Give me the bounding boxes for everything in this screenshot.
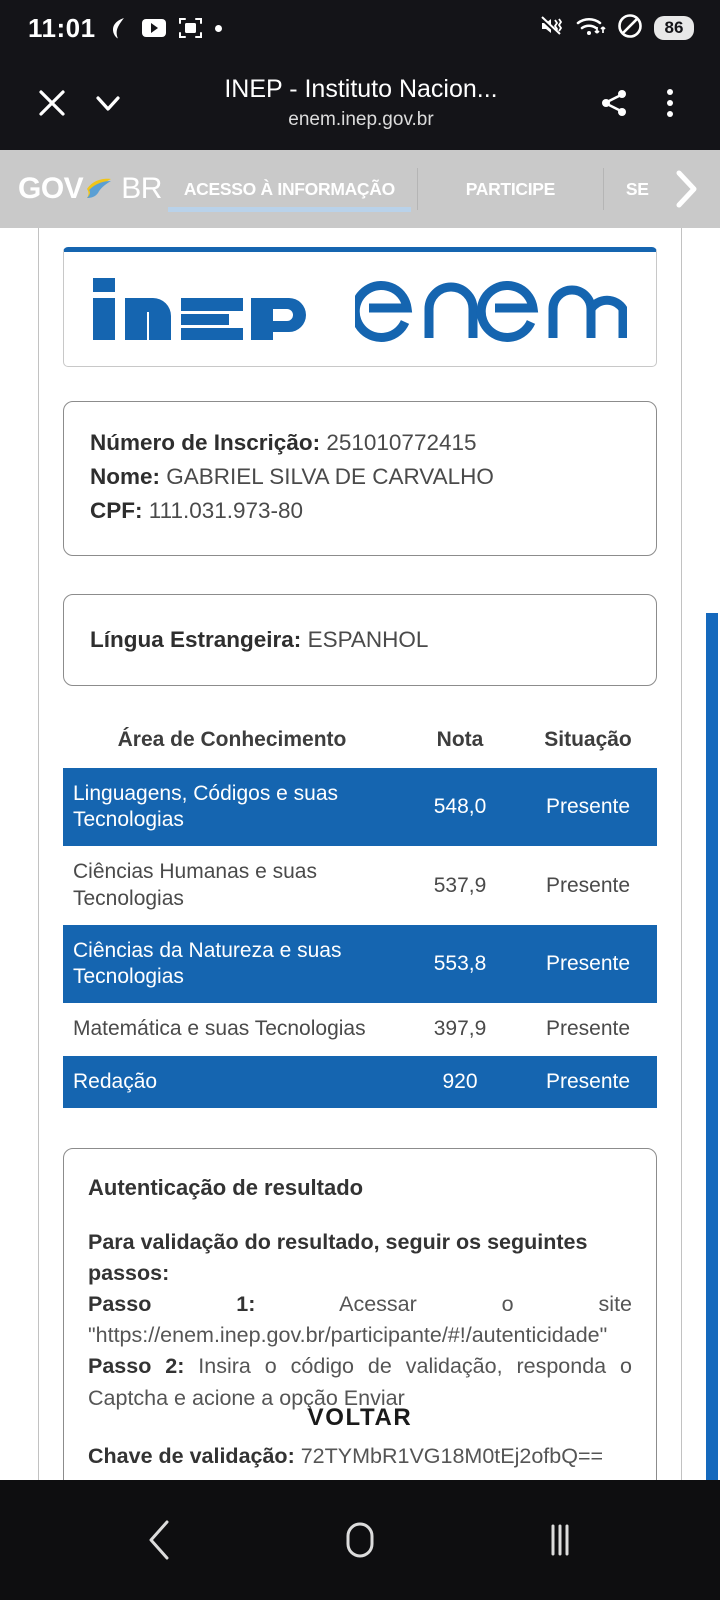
- collapse-button[interactable]: [80, 86, 136, 120]
- close-icon: [35, 86, 69, 120]
- govbr-item-participe[interactable]: [418, 150, 603, 228]
- govbr-arrow-icon: [85, 176, 119, 202]
- cell-area: Matemática e suas Tecnologias: [73, 1017, 366, 1041]
- cpf-line: [90, 494, 630, 528]
- browser-title-block[interactable]: [136, 75, 586, 131]
- share-icon: [598, 87, 630, 119]
- nome-line: [90, 460, 630, 494]
- table-row: [63, 768, 657, 847]
- table-row: [63, 1003, 657, 1055]
- close-button[interactable]: [24, 86, 80, 120]
- auth-step-1: [88, 1289, 632, 1320]
- auth-key-label: Chave de validação:: [88, 1443, 295, 1468]
- cell-situacao: Presente: [545, 873, 631, 897]
- cell-nota: 920: [401, 1056, 519, 1108]
- share-button[interactable]: [586, 87, 642, 119]
- govbr-item-label: SE: [625, 178, 649, 199]
- page-title: INEP - Instituto Nacion...: [224, 75, 498, 104]
- nav-recents-button[interactable]: [500, 1504, 620, 1576]
- youtube-icon: [142, 19, 166, 37]
- inep-enem-logo-box: [63, 247, 657, 367]
- footer-actions: [0, 1388, 720, 1448]
- leaf-icon: [109, 16, 129, 40]
- cell-nota: 553,8: [401, 925, 519, 1004]
- browser-toolbar: [0, 56, 720, 150]
- col-header-area: Área de Conhecimento: [117, 727, 347, 751]
- do-not-disturb-icon: [617, 13, 643, 44]
- govbr-item-label: PARTICIPE: [465, 178, 556, 199]
- nome-value: GABRIEL SILVA DE CARVALHO: [166, 464, 494, 490]
- dot-indicator-icon: [215, 25, 222, 32]
- nav-back-button[interactable]: [100, 1504, 220, 1576]
- inscricao-value: 251010772415: [326, 430, 477, 455]
- auth-intro: [88, 1227, 632, 1289]
- wifi-icon: [576, 14, 606, 43]
- scores-table-header-row: [63, 728, 657, 768]
- screenshot-icon: [179, 17, 202, 39]
- col-header-situacao: Situação: [544, 727, 632, 751]
- table-row: [63, 925, 657, 1004]
- cell-nota: 548,0: [401, 768, 519, 847]
- chevron-down-icon: [91, 86, 125, 120]
- recent-apps-icon: [543, 1516, 577, 1564]
- govbr-menu: [162, 150, 720, 228]
- chevron-right-icon: [671, 168, 701, 210]
- cell-nota: 537,9: [433, 873, 487, 897]
- inep-logo-icon: [93, 278, 321, 340]
- android-status-bar: [0, 0, 720, 56]
- govbr-item-acesso-a-informacao[interactable]: [162, 150, 417, 228]
- cell-situacao: Presente: [519, 768, 657, 847]
- govbr-item-label: ACESSO À INFORMAÇÃO: [183, 178, 395, 199]
- cell-area: Linguagens, Códigos e suas Tecnologias: [63, 768, 401, 847]
- cell-situacao: Presente: [545, 1017, 631, 1041]
- cell-situacao: Presente: [519, 925, 657, 1004]
- mute-icon: [539, 14, 565, 43]
- auth-step1-label: Passo 1:: [88, 1292, 256, 1317]
- auth-step1-text: Acessar o site: [339, 1292, 633, 1317]
- foreign-language-box: [63, 594, 657, 686]
- govbr-next-button[interactable]: [658, 150, 714, 228]
- col-header-nota: Nota: [436, 727, 484, 751]
- cell-area: Ciências da Natureza e suas Tecnologias: [63, 925, 401, 1004]
- scores-table: [63, 728, 657, 1108]
- nav-home-button[interactable]: [300, 1504, 420, 1576]
- language-value: ESPANHOL: [307, 626, 429, 652]
- language-line: [90, 623, 630, 657]
- cell-area: Ciências Humanas e suas Tecnologias: [73, 860, 317, 910]
- page-content: [0, 228, 720, 1480]
- scores-table-body: [63, 768, 657, 1108]
- language-label: Língua Estrangeira:: [90, 626, 302, 652]
- result-card: [38, 228, 682, 1480]
- auth-title: Autenticação de resultado: [88, 1174, 364, 1200]
- voltar-button[interactable]: VOLTAR: [282, 1388, 439, 1448]
- table-row: [63, 846, 657, 925]
- home-circle-icon: [340, 1516, 380, 1564]
- govbr-logo-br: BR: [121, 172, 162, 205]
- inscricao-line: [90, 426, 630, 460]
- govbr-logo[interactable]: [0, 172, 162, 206]
- govbr-logo-gov: GOV: [18, 172, 84, 205]
- kebab-menu-icon: [667, 89, 673, 117]
- android-navigation-bar: [0, 1480, 720, 1600]
- battery-level: 86: [654, 16, 694, 40]
- cell-nota: 397,9: [433, 1017, 487, 1041]
- cell-area: Redação: [63, 1056, 401, 1108]
- inscricao-label: Número de Inscrição:: [90, 430, 321, 455]
- auth-step1-url: "https://enem.inep.gov.br/participante/#!/autenticidade": [88, 1323, 608, 1348]
- auth-step2-label: Passo 2:: [88, 1354, 185, 1379]
- status-clock: 11:01: [28, 12, 96, 43]
- nome-label: Nome:: [90, 464, 161, 490]
- vertical-scrollbar[interactable]: [706, 613, 718, 1480]
- enem-logo-icon: [355, 276, 627, 342]
- back-chevron-icon: [143, 1516, 177, 1564]
- status-bar-left: [28, 13, 222, 44]
- cell-situacao: Presente: [519, 1056, 657, 1108]
- auth-step2-text: Insira o código de validação, responda o Captcha e acione a opção Enviar: [88, 1354, 632, 1410]
- govbr-navigation-bar: [0, 150, 720, 228]
- table-row: [63, 1056, 657, 1108]
- page-url: enem.inep.gov.br: [288, 108, 434, 130]
- overflow-menu-button[interactable]: [642, 89, 698, 117]
- status-bar-right: [539, 13, 694, 44]
- cpf-label: CPF:: [90, 498, 143, 524]
- auth-key-value: 72TYMbR1VG18M0tEj2ofbQ==: [300, 1443, 604, 1468]
- candidate-info-box: [63, 401, 657, 556]
- cpf-value: 111.031.973-80: [148, 498, 304, 524]
- auth-intro-text: Para validação do resultado, seguir os seguintes passos:: [88, 1229, 588, 1285]
